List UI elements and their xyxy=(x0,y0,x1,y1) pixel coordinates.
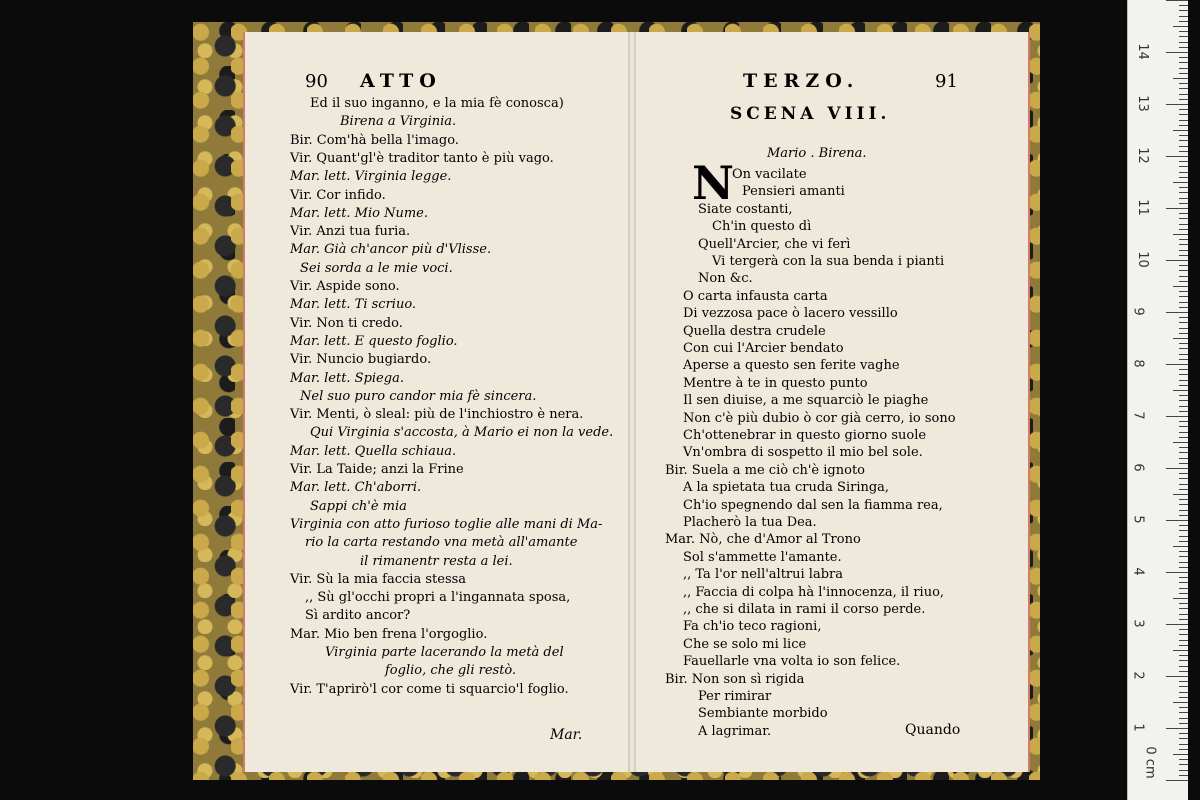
book-gutter xyxy=(628,32,636,772)
ruler-tick xyxy=(1166,104,1188,105)
text-line: Per rimirar xyxy=(698,689,772,704)
ruler-tick xyxy=(1166,520,1188,521)
ruler-tick xyxy=(1179,270,1188,271)
ruler-tick xyxy=(1179,770,1188,771)
text-line: Mar. lett. Mio Nume. xyxy=(290,205,429,221)
ruler-tick xyxy=(1179,634,1188,635)
text-line: ,, Ta l'or nell'altrui labra xyxy=(683,567,844,583)
text-line: Nel suo puro candor mia fè sincera. xyxy=(300,388,537,404)
ruler-tick xyxy=(1166,468,1188,469)
ruler-number: 4 xyxy=(1130,567,1146,576)
text-line: Quell'Arcier, che vi ferì xyxy=(698,236,851,252)
ruler-tick xyxy=(1179,400,1188,401)
ruler-tick xyxy=(1173,598,1188,599)
ruler-tick xyxy=(1173,182,1188,183)
text-line: O carta infausta carta xyxy=(683,288,828,304)
left-page-number: 90 xyxy=(305,71,328,92)
ruler-tick xyxy=(1179,775,1188,776)
ruler-tick xyxy=(1179,296,1188,297)
text-line: Fauellarle vna volta io son felice. xyxy=(683,654,901,670)
text-line: Vir. Quant'gl'è traditor tanto è più vago. xyxy=(290,150,554,166)
ruler-tick xyxy=(1179,125,1188,126)
text-line: Ch'ottenebrar in questo giorno suole xyxy=(683,428,927,443)
text-line: Vir. Menti, ò sleal: più de l'inchiostro è nera. xyxy=(290,407,584,423)
ruler-tick xyxy=(1179,281,1188,282)
ruler-tick xyxy=(1179,140,1188,141)
ruler-tick xyxy=(1179,135,1188,136)
ruler-tick xyxy=(1179,411,1188,412)
ruler-tick xyxy=(1179,229,1188,230)
ruler-tick xyxy=(1179,567,1188,568)
text-line: Sembiante morbido xyxy=(698,706,828,722)
ruler-tick xyxy=(1179,31,1188,32)
ruler-number: 13 xyxy=(1134,95,1150,112)
ruler-tick xyxy=(1179,244,1188,245)
ruler-tick xyxy=(1179,16,1188,17)
ruler-tick xyxy=(1173,650,1188,651)
text-line: Non &c. xyxy=(698,271,753,287)
left-catchword: Mar. xyxy=(550,727,583,743)
ruler-tick xyxy=(1179,380,1188,381)
text-line: Vn'ombra di sospetto il mio bel sole. xyxy=(683,445,923,461)
text-line: Mar. lett. Quella schiaua. xyxy=(290,443,457,459)
right-page-number: 91 xyxy=(935,71,958,92)
ruler-tick xyxy=(1179,645,1188,646)
text-line: Bir. Suela a me ciò ch'è ignoto xyxy=(665,462,865,478)
text-line: Con cui l'Arcier bendato xyxy=(683,341,844,356)
text-line: Bir. Non son sì rigida xyxy=(665,671,805,687)
ruler-tick xyxy=(1179,114,1188,115)
text-line: ,, Faccia di colpa hà l'innocenza, il riuo, xyxy=(683,584,945,600)
ruler-tick xyxy=(1173,702,1188,703)
ruler-tick xyxy=(1173,494,1188,495)
text-line: Qui Virginia s'accosta, à Mario ei non la vede. xyxy=(310,425,614,441)
ruler-number: 14 xyxy=(1134,43,1150,60)
text-line: Virginia con atto furioso toglie alle mani di Ma- xyxy=(290,516,603,532)
ruler-tick xyxy=(1179,10,1188,11)
ruler-tick xyxy=(1179,671,1188,672)
ruler-tick xyxy=(1179,21,1188,22)
ruler-tick xyxy=(1179,172,1188,173)
ruler-tick xyxy=(1173,130,1188,131)
text-line: Mar. Già ch'ancor più d'Vlisse. xyxy=(290,242,492,258)
ruler-tick xyxy=(1179,593,1188,594)
text-line: Di vezzosa pace ò lacero vessillo xyxy=(683,306,898,322)
ruler-tick xyxy=(1179,723,1188,724)
ruler-tick xyxy=(1179,551,1188,552)
ruler-tick xyxy=(1179,707,1188,708)
ruler-tick xyxy=(1179,239,1188,240)
ruler-tick xyxy=(1179,42,1188,43)
text-line: Sei sorda a le mie voci. xyxy=(300,260,453,276)
ruler-tick xyxy=(1173,286,1188,287)
ruler-number: 11 xyxy=(1134,199,1150,216)
scene-heading: SCENA VIII. xyxy=(730,104,891,124)
ruler-tick xyxy=(1179,577,1188,578)
text-line: Bir. Com'hà bella l'imago. xyxy=(290,132,459,148)
ruler-tick xyxy=(1179,302,1188,303)
ruler-tick xyxy=(1179,686,1188,687)
ruler-tick xyxy=(1179,47,1188,48)
ruler-tick xyxy=(1179,68,1188,69)
ruler-tick xyxy=(1173,390,1188,391)
ruler-tick xyxy=(1179,57,1188,58)
ruler-number: 5 xyxy=(1130,515,1146,524)
text-line: Sol s'ammette l'amante. xyxy=(683,549,842,565)
ruler-tick xyxy=(1179,374,1188,375)
text-line: Ed il suo inganno, e la mia fè conosca) xyxy=(310,96,564,111)
ruler-tick xyxy=(1179,166,1188,167)
text-line: Mar. lett. E questo foglio. xyxy=(290,333,458,349)
ruler-tick xyxy=(1179,151,1188,152)
text-line: Ch'in questo dì xyxy=(712,219,812,235)
ruler-tick xyxy=(1179,161,1188,162)
text-line: On vacilate xyxy=(732,167,807,182)
ruler-tick xyxy=(1166,0,1188,1)
text-line: Mar. lett. Virginia legge. xyxy=(290,169,452,185)
ruler-tick xyxy=(1179,484,1188,485)
ruler-tick xyxy=(1179,541,1188,542)
ruler-tick xyxy=(1179,582,1188,583)
ruler-tick xyxy=(1179,187,1188,188)
text-line: A lagrimar. xyxy=(698,723,772,739)
ruler-tick xyxy=(1179,738,1188,739)
ruler-tick xyxy=(1179,94,1188,95)
ruler-tick xyxy=(1179,733,1188,734)
ruler-tick xyxy=(1166,728,1188,729)
ruler-tick xyxy=(1179,463,1188,464)
ruler-tick xyxy=(1179,619,1188,620)
ruler-tick xyxy=(1179,588,1188,589)
ruler-tick xyxy=(1179,343,1188,344)
text-line: rio la carta restando vna metà all'amante xyxy=(305,535,578,551)
text-line: Il sen diuise, a me squarciò le piaghe xyxy=(683,393,929,409)
ruler-tick xyxy=(1179,473,1188,474)
ruler-unit: 0 cm xyxy=(1142,746,1158,779)
ruler-tick xyxy=(1179,666,1188,667)
ruler-tick xyxy=(1179,489,1188,490)
ruler-tick xyxy=(1179,250,1188,251)
ruler-tick xyxy=(1179,629,1188,630)
ruler-tick xyxy=(1179,218,1188,219)
ruler-tick xyxy=(1179,317,1188,318)
ruler-tick xyxy=(1179,146,1188,147)
ruler-number: 6 xyxy=(1130,463,1146,472)
text-line: Placherò la tua Dea. xyxy=(683,515,817,530)
ruler-tick xyxy=(1179,385,1188,386)
ruler-number: 7 xyxy=(1130,411,1146,420)
text-line: Mar. lett. Ti scriuo. xyxy=(290,297,417,313)
ruler-tick xyxy=(1179,562,1188,563)
ruler-tick xyxy=(1173,754,1188,755)
text-line: Birena a Virginia. xyxy=(340,114,457,130)
text-line: Siate costanti, xyxy=(698,201,793,217)
ruler-tick xyxy=(1166,416,1188,417)
ruler-tick xyxy=(1179,291,1188,292)
ruler-tick xyxy=(1179,99,1188,100)
ruler-tick xyxy=(1179,660,1188,661)
ruler-tick xyxy=(1179,348,1188,349)
ruler-tick xyxy=(1173,26,1188,27)
ruler-tick xyxy=(1179,333,1188,334)
ruler-tick xyxy=(1179,499,1188,500)
ruler-tick xyxy=(1179,120,1188,121)
ruler-tick xyxy=(1179,322,1188,323)
text-line: Vir. Cor infido. xyxy=(290,187,386,203)
ruler-tick xyxy=(1173,78,1188,79)
ruler-tick xyxy=(1179,395,1188,396)
text-line: Sì ardito ancor? xyxy=(305,608,411,624)
ruler-tick xyxy=(1179,515,1188,516)
ruler-tick xyxy=(1179,224,1188,225)
ruler-number: 8 xyxy=(1130,359,1146,368)
ruler-tick xyxy=(1166,780,1188,781)
text-line: foglio, che gli restò. xyxy=(385,663,517,679)
ruler-tick xyxy=(1179,83,1188,84)
text-line: Vir. Anzi tua furia. xyxy=(290,224,411,240)
ruler-tick xyxy=(1179,354,1188,355)
ruler-tick xyxy=(1179,614,1188,615)
ruler-tick xyxy=(1179,5,1188,6)
scene-characters: Mario . Birena. xyxy=(767,146,867,161)
ruler-tick xyxy=(1179,608,1188,609)
ruler-tick xyxy=(1166,572,1188,573)
text-line: Quella destra crudele xyxy=(683,323,826,339)
ruler-tick xyxy=(1166,260,1188,261)
ruler-tick xyxy=(1179,192,1188,193)
ruler-number: 10 xyxy=(1134,251,1150,268)
ruler-tick xyxy=(1179,749,1188,750)
ruler-tick xyxy=(1166,312,1188,313)
text-line: Mar. Mio ben frena l'orgoglio. xyxy=(290,626,488,642)
ruler-tick xyxy=(1179,62,1188,63)
ruler-tick xyxy=(1179,109,1188,110)
ruler-tick xyxy=(1166,52,1188,53)
text-line: Che se solo mi lice xyxy=(683,636,807,652)
text-line: Vi tergerà con la sua benda i pianti xyxy=(712,254,945,269)
right-catchword: Quando xyxy=(905,722,961,738)
left-running-head: ATTO xyxy=(360,70,442,92)
measurement-ruler xyxy=(1127,0,1188,800)
text-line: Aperse a questo sen ferite vaghe xyxy=(683,358,900,374)
ruler-tick xyxy=(1179,525,1188,526)
ruler-tick xyxy=(1179,447,1188,448)
ruler-tick xyxy=(1179,764,1188,765)
text-line: ,, che si dilata in rami il corso perde. xyxy=(683,602,926,617)
ruler-tick xyxy=(1166,208,1188,209)
ruler-tick xyxy=(1179,504,1188,505)
ruler-tick xyxy=(1166,624,1188,625)
ruler-tick xyxy=(1166,676,1188,677)
ruler-tick xyxy=(1179,88,1188,89)
ruler-tick xyxy=(1179,530,1188,531)
ruler-tick xyxy=(1179,640,1188,641)
text-line: Pensieri amanti xyxy=(742,184,845,200)
ruler-number: 12 xyxy=(1134,147,1150,164)
ruler-tick xyxy=(1179,198,1188,199)
text-line: Vir. Aspide sono. xyxy=(290,279,400,294)
ruler-tick xyxy=(1179,458,1188,459)
ruler-tick xyxy=(1179,744,1188,745)
ruler-tick xyxy=(1166,156,1188,157)
text-line: Mar. lett. Spiega. xyxy=(290,370,404,386)
text-line: Vir. Non ti credo. xyxy=(290,315,403,331)
text-line: Mar. Nò, che d'Amor al Trono xyxy=(665,532,861,548)
text-line: Sappi ch'è mia xyxy=(310,498,407,514)
text-line: ,, Sù gl'occhi propri a l'ingannata sposa, xyxy=(305,590,571,606)
ruler-number: 2 xyxy=(1130,671,1146,680)
ruler-tick xyxy=(1179,276,1188,277)
ruler-tick xyxy=(1179,265,1188,266)
ruler-tick xyxy=(1179,536,1188,537)
ruler-tick xyxy=(1179,255,1188,256)
ruler-tick xyxy=(1179,556,1188,557)
ruler-tick xyxy=(1179,510,1188,511)
ruler-tick xyxy=(1179,406,1188,407)
ruler-tick xyxy=(1179,426,1188,427)
ruler-tick xyxy=(1179,478,1188,479)
ruler-tick xyxy=(1166,364,1188,365)
text-line: il rimanentr resta a lei. xyxy=(360,553,513,569)
ruler-tick xyxy=(1179,603,1188,604)
ruler-tick xyxy=(1173,234,1188,235)
ruler-tick xyxy=(1179,213,1188,214)
ruler-number: 3 xyxy=(1130,619,1146,628)
ruler-tick xyxy=(1179,203,1188,204)
ruler-tick xyxy=(1179,432,1188,433)
ruler-tick xyxy=(1179,437,1188,438)
ruler-tick xyxy=(1179,697,1188,698)
ruler-tick xyxy=(1179,307,1188,308)
drop-cap: N xyxy=(692,156,735,210)
ruler-tick xyxy=(1179,718,1188,719)
text-line: A la spietata tua cruda Siringa, xyxy=(683,480,890,496)
text-line: Vir. La Taide; anzi la Frine xyxy=(290,462,464,477)
ruler-tick xyxy=(1179,177,1188,178)
ruler-tick xyxy=(1179,421,1188,422)
text-line: Virginia parte lacerando la metà del xyxy=(325,645,564,660)
text-line: Vir. T'aprirò'l cor come ti squarcio'l foglio. xyxy=(290,681,569,697)
right-running-head: TERZO. xyxy=(743,70,860,92)
ruler-tick xyxy=(1179,759,1188,760)
ruler-tick xyxy=(1179,36,1188,37)
ruler-tick xyxy=(1173,546,1188,547)
ruler-tick xyxy=(1179,655,1188,656)
text-line: Non c'è più dubio ò cor già cerro, io sono xyxy=(683,410,956,426)
ruler-tick xyxy=(1173,338,1188,339)
text-line: Mar. lett. Ch'aborri. xyxy=(290,480,422,496)
ruler-tick xyxy=(1179,712,1188,713)
ruler-number: 1 xyxy=(1130,723,1146,732)
text-line: Ch'io spegnendo dal sen la fiamma rea, xyxy=(683,497,943,513)
ruler-tick xyxy=(1179,73,1188,74)
ruler-tick xyxy=(1179,359,1188,360)
ruler-tick xyxy=(1179,692,1188,693)
ruler-tick xyxy=(1179,452,1188,453)
text-line: Fa ch'io teco ragioni, xyxy=(683,619,822,635)
ruler-number: 9 xyxy=(1130,307,1146,316)
ruler-tick xyxy=(1179,681,1188,682)
ruler-tick xyxy=(1173,442,1188,443)
ruler-tick xyxy=(1179,369,1188,370)
text-line: Vir. Sù la mia faccia stessa xyxy=(290,571,467,587)
text-line: Mentre à te in questo punto xyxy=(683,375,868,391)
ruler-tick xyxy=(1179,328,1188,329)
text-line: Vir. Nuncio bugiardo. xyxy=(290,352,432,368)
